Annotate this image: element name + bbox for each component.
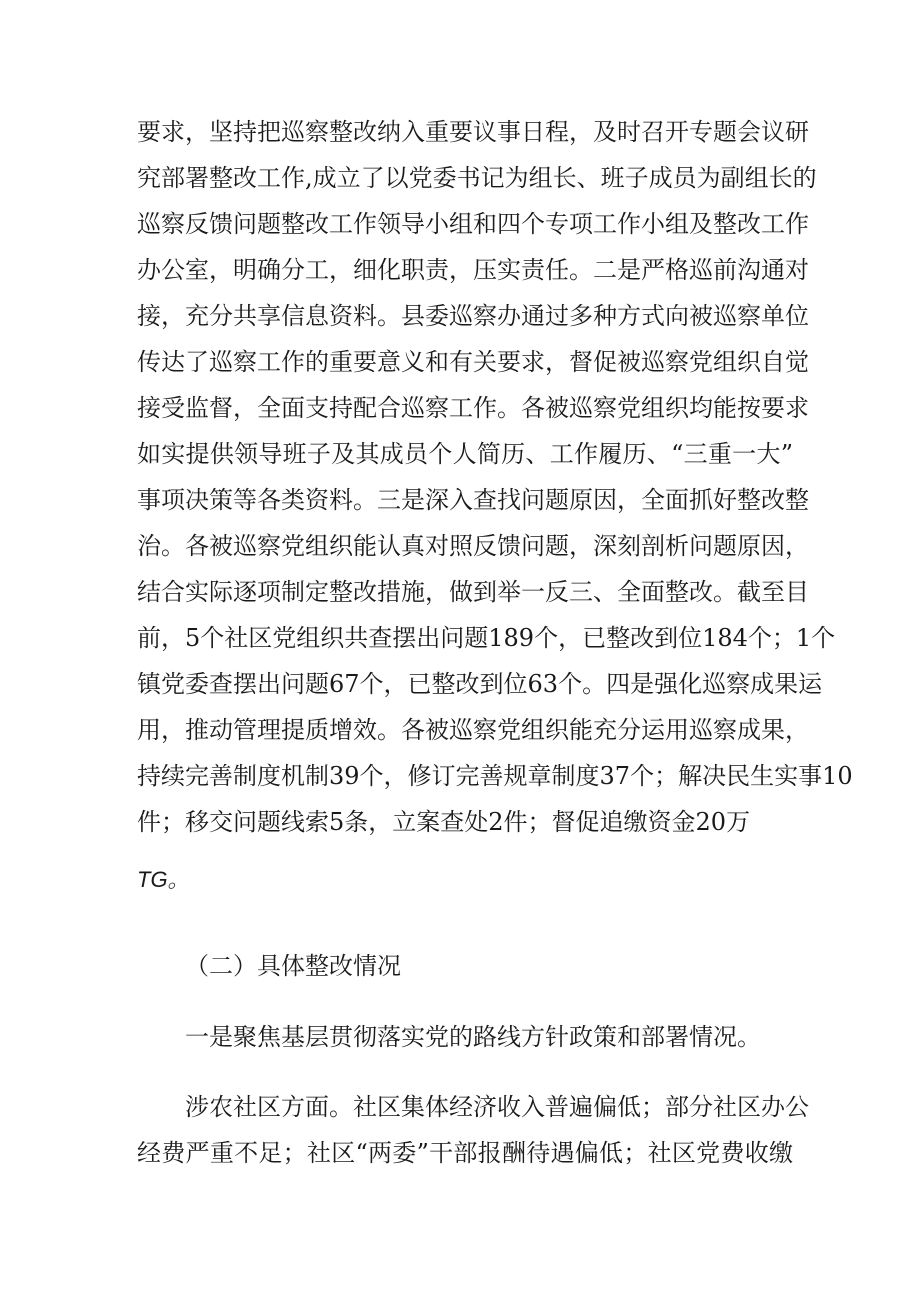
body-text-line: 前，5个社区党组织共查摆出问题189个，已整改到位184个；1个 — [137, 624, 836, 652]
body-text-line: 事项决策等各类资料。三是深入查找问题原因，全面抓好整改整 — [137, 486, 809, 514]
body-text-line: 涉农社区方面。社区集体经济收入普遍偏低；部分社区办公 — [185, 1093, 809, 1121]
body-text-line: 治。各被巡察党组织能认真对照反馈问题，深刻剖析问题原因， — [137, 532, 809, 560]
body-text-line: 件；移交问题线索5条，立案查处2件；督促追缴资金20万 — [137, 808, 751, 836]
item-heading: 一是聚焦基层贯彻落实党的路线方针政策和部署情况。 — [185, 1023, 761, 1051]
section-heading: （二）具体整改情况 — [185, 952, 401, 980]
body-text-line: 结合实际逐项制定整改措施，做到举一反三、全面整改。截至目 — [137, 578, 809, 606]
body-text-line: 究部署整改工作,成立了以党委书记为组长、班子成员为副组长的 — [137, 164, 817, 192]
body-text-line: 接，充分共享信息资料。县委巡察办通过多种方式向被巡察单位 — [137, 302, 809, 330]
body-text-line: 要求，坚持把巡察整改纳入重要议事日程，及时召开专题会议研 — [137, 118, 809, 146]
body-text-line: 接受监督，全面支持配合巡察工作。各被巡察党组织均能按要求 — [137, 394, 809, 422]
body-text-line: 传达了巡察工作的重要意义和有关要求，督促被巡察党组织自觉 — [137, 348, 809, 376]
paragraph-tail: TG。 — [137, 867, 190, 892]
body-text-line: 巡察反馈问题整改工作领导小组和四个专项工作小组及整改工作 — [137, 210, 809, 238]
body-text-line: 如实提供领导班子及其成员个人简历、工作履历、“三重一大” — [137, 440, 793, 468]
body-text-line: 经费严重不足；社区“两委”干部报酬待遇偏低；社区党费收缴 — [137, 1139, 793, 1167]
body-text-line: 持续完善制度机制39个，修订完善规章制度37个；解决民生实事10 — [137, 762, 853, 790]
body-text-line: 办公室，明确分工，细化职责，压实责任。二是严格巡前沟通对 — [137, 256, 809, 284]
body-text-line: 镇党委查摆出问题67个，已整改到位63个。四是强化巡察成果运 — [137, 670, 823, 698]
body-text-line: 用，推动管理提质增效。各被巡察党组织能充分运用巡察成果， — [137, 716, 809, 744]
